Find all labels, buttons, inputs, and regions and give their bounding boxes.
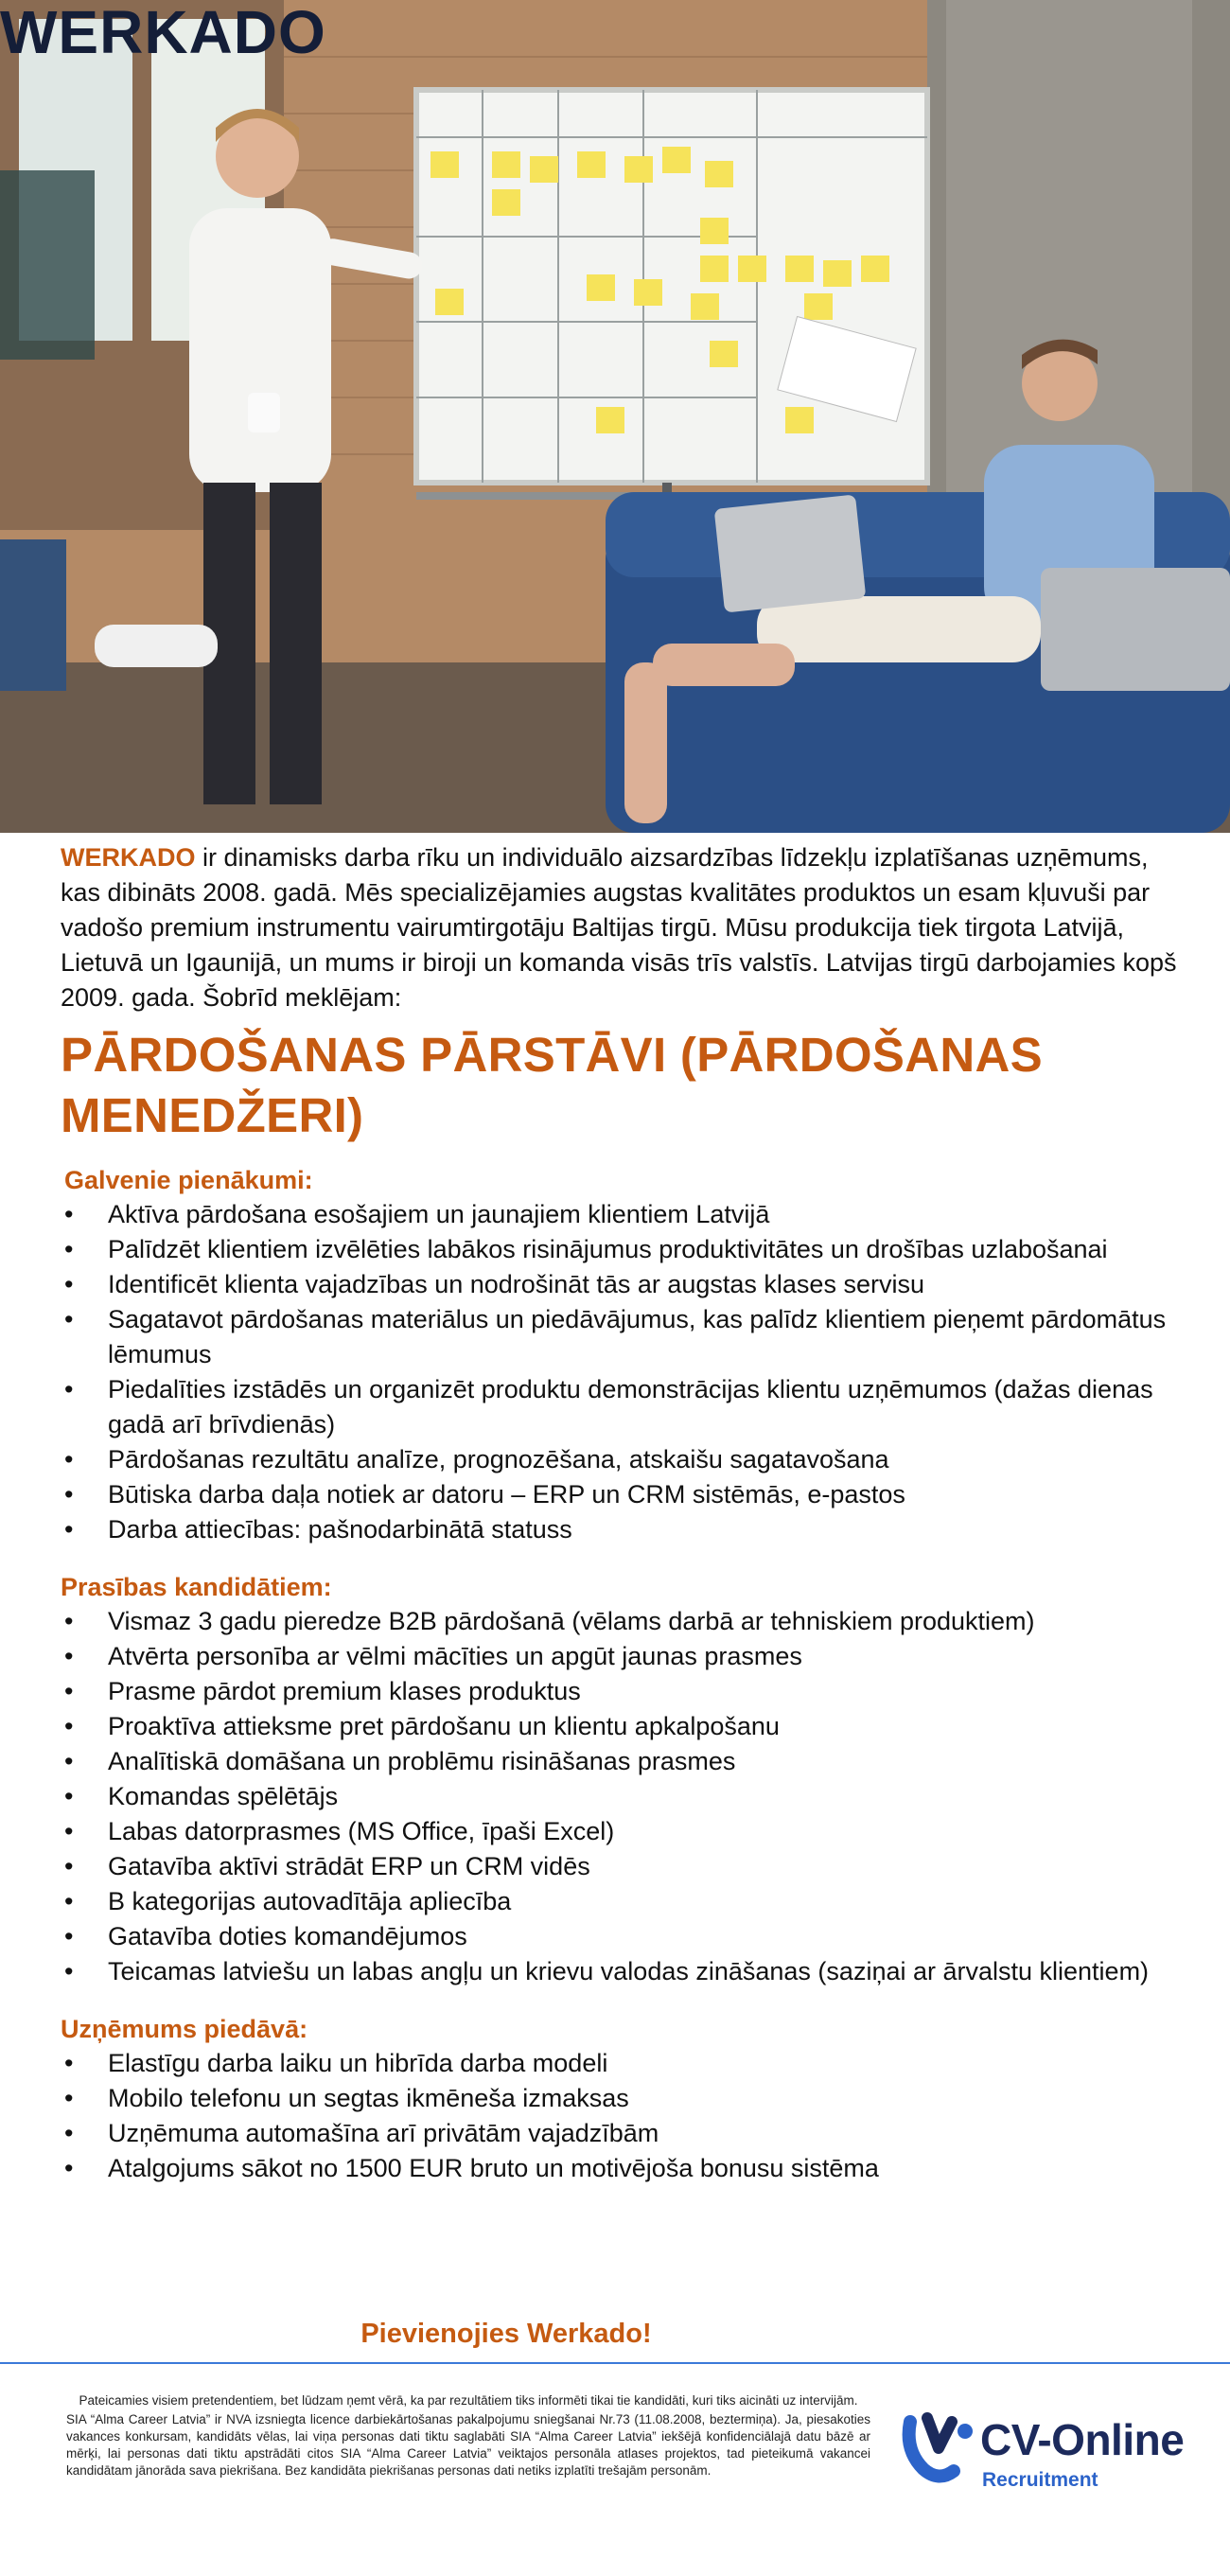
list-item: • Pārdošanas rezultātu analīze, prognozēšana, atskaišu sagatavošana — [61, 1442, 1177, 1477]
legal-note: SIA “Alma Career Latvia” ir NVA izsniegta licence darbiekārtošanas pakalpojumu sniegšanai Nr.73 (11.08.2008, beztermiņa). Ja, piesakoties vakances konkursam, kandidāts vēlas, lai viņa personas dati tiktu saglabāti SIA “Alma Career Latvia” iekšējā konfidenciālajā datu bāzē ar mērķi, lai personas dati tiktu apstrādāti citos SIA “Alma Career Latvia” veiktajos personāla atlases projektos, tad pieteikumā vakancei kandidātam jānorāda sava piekrišana. Bez kandidāta piekrišanas personas dati netiks izplatīti trešajām personām. — [66, 2412, 870, 2478]
requirements-heading: Prasības kandidātiem: — [61, 1573, 332, 1601]
list-item: • Sagatavot pārdošanas materiālus un piedāvājumus, kas palīdz klientiem pieņemt pārdomātus lēmumus — [61, 1302, 1177, 1372]
list-item: • Būtiska darba daļa notiek ar datoru – ERP un CRM sistēmās, e-pastos — [61, 1477, 1177, 1512]
intro-text: ir dinamisks darba rīku un individuālo aizsardzības līdzekļu izplatīšanas uzņēmums, kas dibināts 2008. gadā. Mēs specializējamies augstas kvalitātes produktos un esam kļuvuši par vadošo premium instrumentu vairumtirgotāju Baltijas tirgū. Mūsu produkcija tiek tirgota Latvijā, Lietuvā un Igaunijā, un mums ir biroji un komanda visās trīs valstīs. Latvijas tirgū darbojamies kopš 2009. gada. Šobrīd meklējam: — [61, 843, 1177, 1012]
footer-divider — [0, 2362, 1230, 2364]
company-name: WERKADO — [61, 843, 196, 872]
svg-text:WERKADO: WERKADO — [0, 0, 326, 62]
cv-online-logo-mark-icon — [901, 2408, 976, 2484]
list-item: • Komandas spēlētājs — [61, 1779, 1177, 1814]
cv-online-logo[interactable] — [901, 2408, 1213, 2494]
list-item: • Atalgojums sākot no 1500 EUR bruto un motivējoša bonusu sistēma — [61, 2151, 1177, 2186]
company-intro — [61, 840, 1177, 1015]
job-title: PĀRDOŠANAS PĀRSTĀVI (PĀRDOŠANAS MENEDŽERI) — [61, 1028, 1043, 1142]
list-item: • Atvērta personība ar vēlmi mācīties un apgūt jaunas prasmes — [61, 1639, 1177, 1674]
office-scene-illustration — [0, 0, 1230, 833]
list-item: • Analītiskā domāšana un problēmu risināšanas prasmes — [61, 1744, 1177, 1779]
list-item: • Darba attiecības: pašnodarbinātā statuss — [61, 1512, 1177, 1547]
list-item: • Elastīgu darba laiku un hibrīda darba modeli — [61, 2046, 1177, 2081]
thanks-note: Pateicamies visiem pretendentiem, bet lūdzam ņemt vērā, ka par rezultātiem tiks informēti tikai tie kandidāti, kuri tiks aicināti uz intervijām. — [79, 2393, 858, 2408]
werkado-logo — [0, 0, 435, 62]
requirements-list — [61, 1604, 1177, 1989]
list-item: • Piedalīties izstādēs un organizēt produktu demonstrācijas klientu uzņēmumos (dažas dienas gadā arī brīvdienās) — [61, 1372, 1177, 1442]
list-item: • Teicamas latviešu un labas angļu un krievu valodas zināšanas (saziņai ar ārvalstu klientiem) — [61, 1954, 1177, 1989]
list-item: • B kategorijas autovadītāja apliecība — [61, 1884, 1177, 1919]
list-item: • Identificēt klienta vajadzības un nodrošināt tās ar augstas klases servisu — [61, 1267, 1177, 1302]
cv-online-subtitle: Recruitment — [982, 2469, 1098, 2491]
footer-disclaimer — [66, 2392, 870, 2479]
list-item: • Uzņēmuma automašīna arī privātām vajadzībām — [61, 2116, 1177, 2151]
list-item: • Mobilo telefonu un segtas ikmēneša izmaksas — [61, 2081, 1177, 2116]
list-item: • Aktīva pārdošana esošajiem un jaunajiem klientiem Latvijā — [61, 1197, 1177, 1232]
list-item: • Gatavība aktīvi strādāt ERP un CRM vidēs — [61, 1849, 1177, 1884]
job-ad-body — [61, 840, 1177, 2209]
list-item: • Palīdzēt klientiem izvēlēties labākos risinājumus produktivitātes un drošības uzlabošanai — [61, 1232, 1177, 1267]
cv-online-name: CV-Online — [980, 2415, 1185, 2464]
list-item: • Gatavība doties komandējumos — [61, 1919, 1177, 1954]
duties-heading: Galvenie pienākumi: — [64, 1166, 313, 1194]
list-item: • Labas datorprasmes (MS Office, īpaši Excel) — [61, 1814, 1177, 1849]
hero-photo — [0, 0, 1230, 833]
duties-list — [61, 1197, 1177, 1547]
list-item: • Prasme pārdot premium klases produktus — [61, 1674, 1177, 1709]
offer-list — [61, 2046, 1177, 2186]
offer-heading: Uzņēmums piedāvā: — [61, 2015, 308, 2043]
join-cta: Pievienojies Werkado! — [360, 2319, 652, 2349]
list-item: • Vismaz 3 gadu pieredze B2B pārdošanā (vēlams darbā ar tehniskiem produktiem) — [61, 1604, 1177, 1639]
list-item: • Proaktīva attieksme pret pārdošanu un klientu apkalpošanu — [61, 1709, 1177, 1744]
